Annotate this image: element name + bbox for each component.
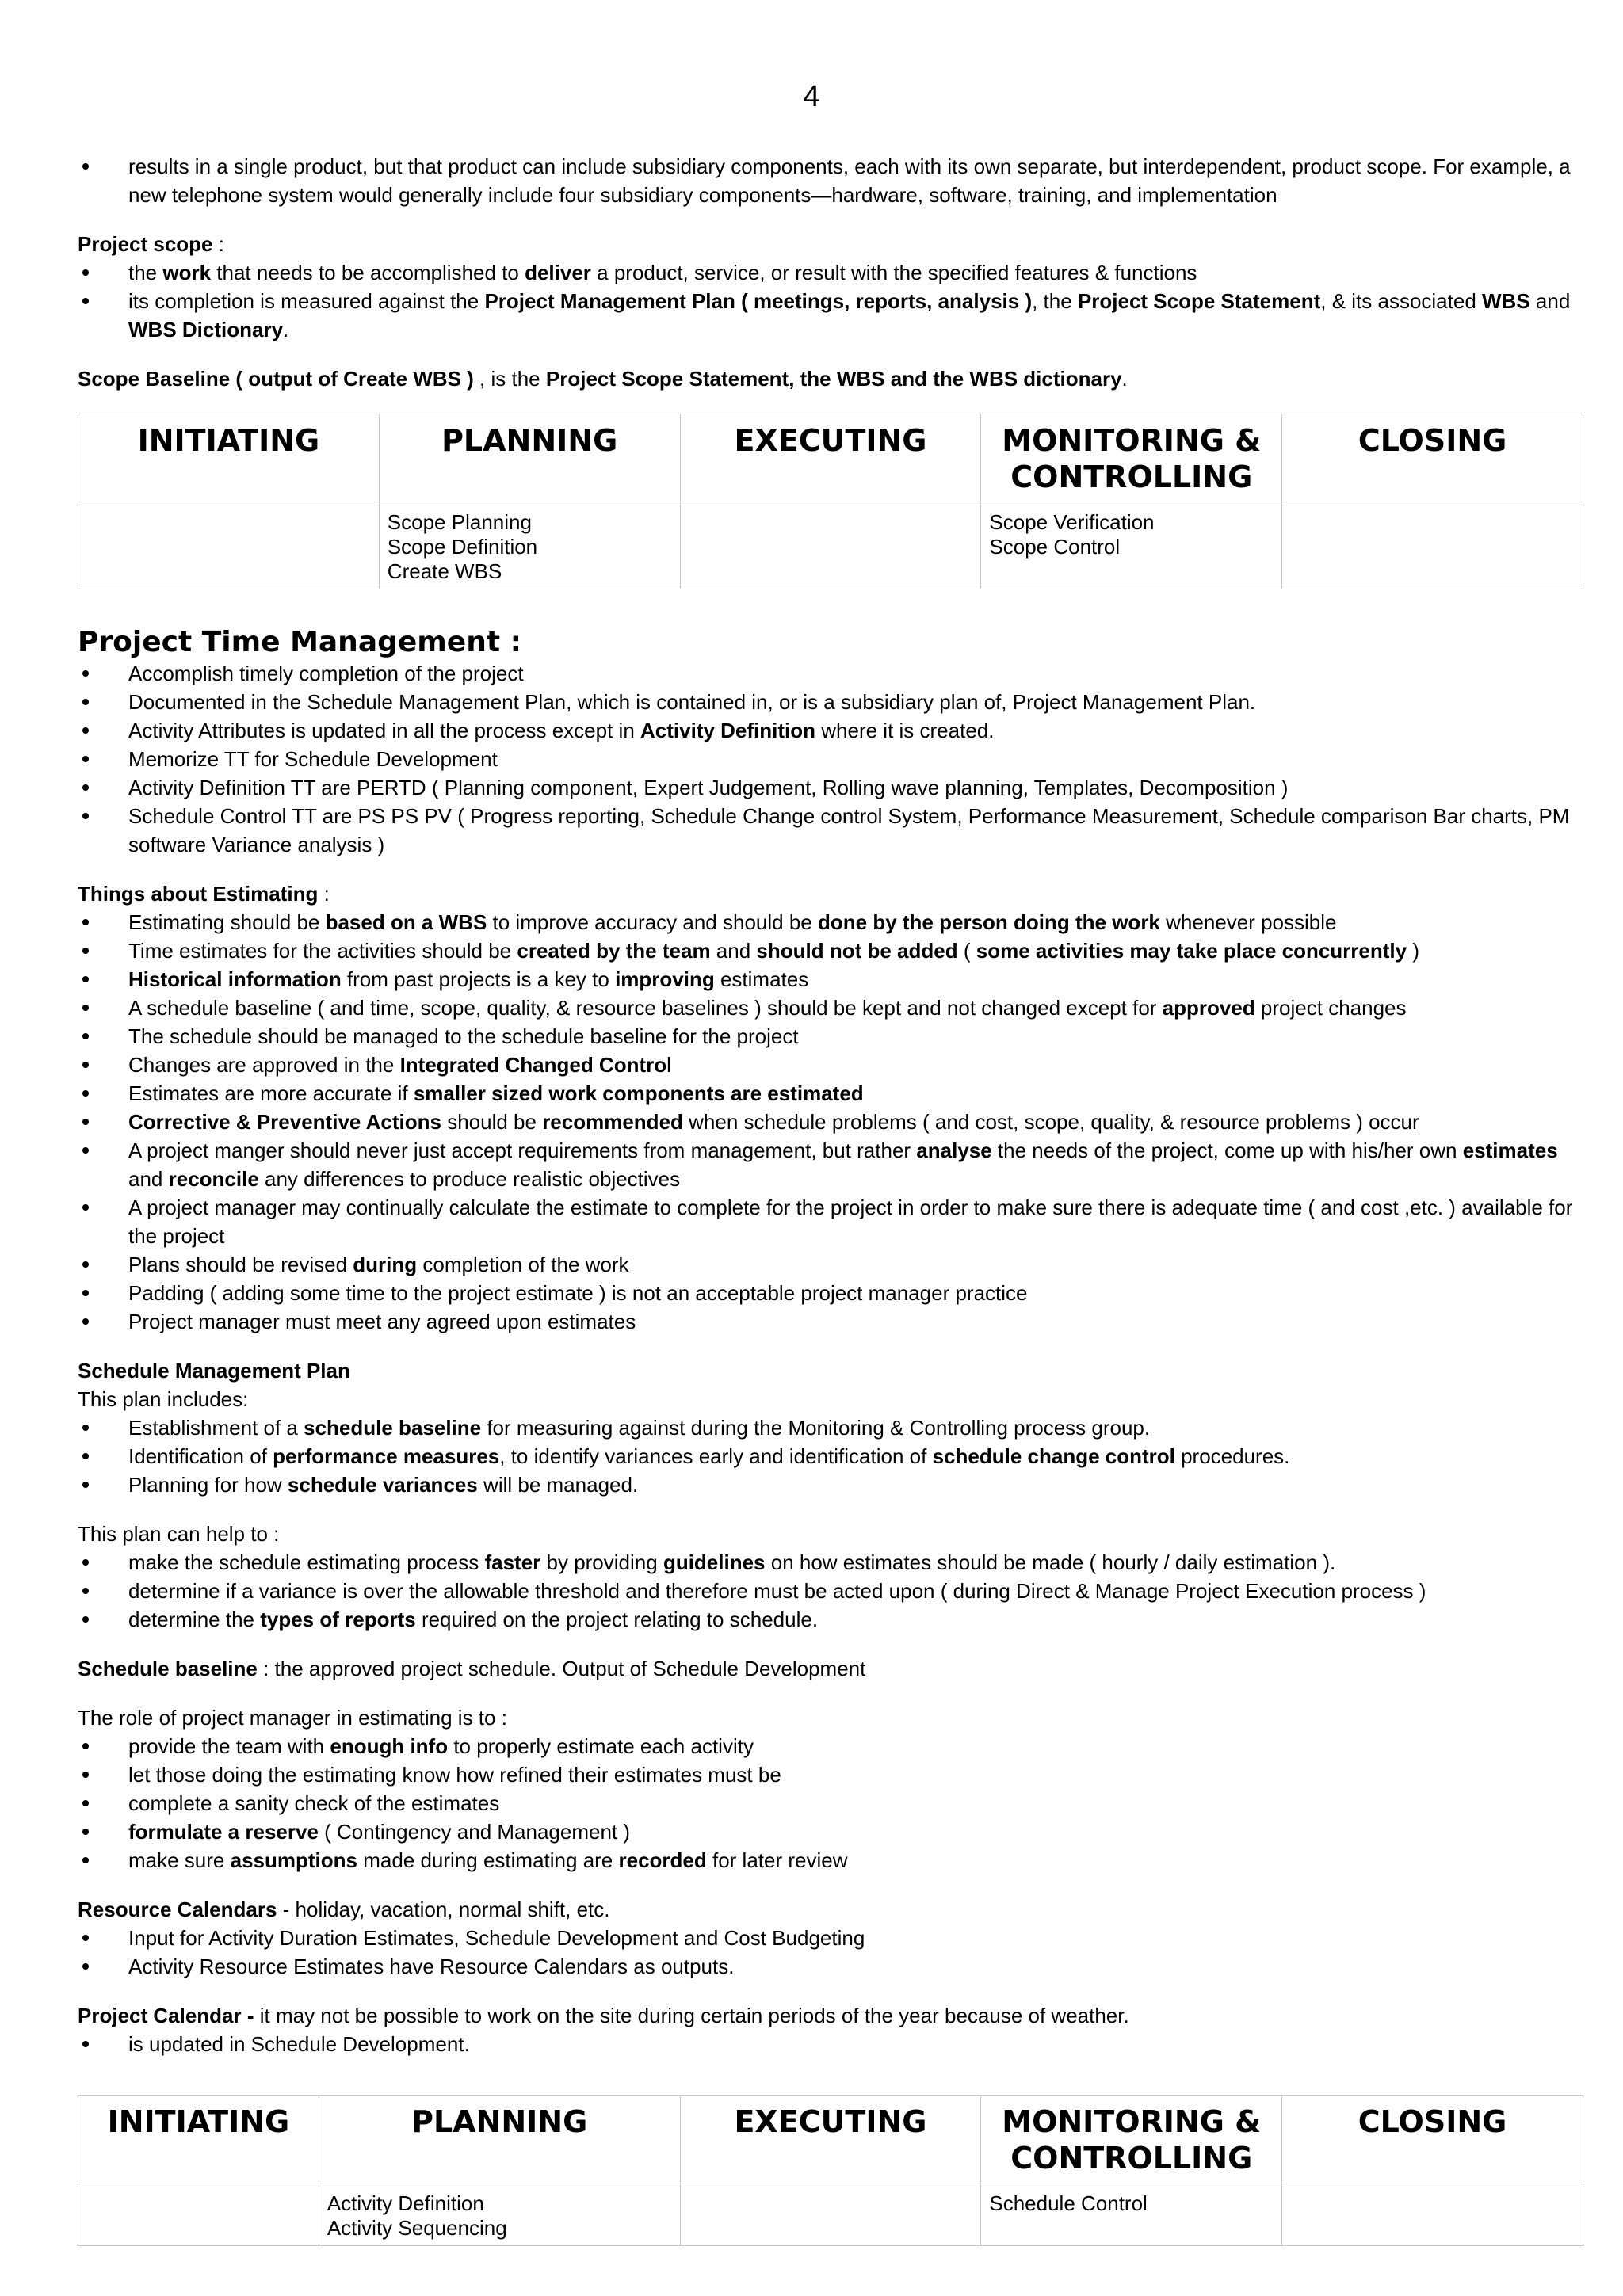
bullet-item: Corrective & Preventive Actions should be recommended when schedule problems ( and cost, scope, quality, & resource problems ) occur <box>78 1108 1583 1136</box>
bullet-item: Input for Activity Duration Estimates, Schedule Development and Cost Budgeting <box>78 1924 1583 1952</box>
process-row <box>78 2183 1583 2246</box>
bullet-item: the work that needs to be accomplished to deliver a product, service, or result with the specified features & functions <box>78 258 1583 287</box>
phase-header: INITIATING <box>78 2096 319 2183</box>
time-management-heading: Project Time Management : <box>78 626 521 658</box>
bullet-item: Documented in the Schedule Management Plan, which is contained in, or is a subsidiary plan of, Project Management Plan. <box>78 688 1583 716</box>
bullet-item: Activity Definition TT are PERTD ( Planning component, Expert Judgement, Rolling wave planning, Templates, Decomposition ) <box>78 773 1583 802</box>
phase-header: PLANNING <box>379 414 680 502</box>
bullet-item: A schedule baseline ( and time, scope, quality, & resource baselines ) should be kept and not changed except for approved project changes <box>78 994 1583 1022</box>
schedule-plan-intro: This plan includes: <box>78 1387 249 1411</box>
process-name: Scope Verification <box>989 510 1155 534</box>
bullet-item: Activity Resource Estimates have Resource Calendars as outputs. <box>78 1952 1583 1981</box>
process-cell <box>319 2183 680 2246</box>
resource-calendars-heading: Resource Calendars - holiday, vacation, normal shift, etc. <box>78 1897 610 1921</box>
process-name: Create WBS <box>387 559 502 583</box>
bullet-item: make sure assumptions made during estimating are recorded for later review <box>78 1846 1583 1875</box>
phase-header: INITIATING <box>78 414 380 502</box>
process-cell <box>78 502 380 589</box>
process-cell <box>680 502 981 589</box>
page-content <box>78 152 1583 2246</box>
project-calendar-heading: Project Calendar - it may not be possible to work on the site during certain periods of the year because of weather. <box>78 2004 1129 2027</box>
bullet-item: Estimates are more accurate if smaller sized work components are estimated <box>78 1079 1583 1108</box>
schedule-plan-heading: Schedule Management Plan <box>78 1359 350 1383</box>
process-cell <box>981 502 1282 589</box>
resource-calendars-bullet-list <box>78 1924 1583 1981</box>
estimating-bullet-list <box>78 908 1583 1336</box>
bullet-item: determine the types of reports required on the project relating to schedule. <box>78 1605 1583 1634</box>
bullet-item: Padding ( adding some time to the project estimate ) is not an acceptable project manager practice <box>78 1279 1583 1307</box>
process-cell <box>379 502 680 589</box>
project-calendar-bullet-list <box>78 2030 1583 2058</box>
bullet-item: A project manger should never just accept requirements from management, but rather analyse the needs of the project, come up with his/her own estimates and reconcile any differences to produce realistic objectives <box>78 1136 1583 1193</box>
process-name: Schedule Control <box>989 2191 1148 2215</box>
phase-header: MONITORING & CONTROLLING <box>981 414 1282 502</box>
phase-header: MONITORING & CONTROLLING <box>981 2096 1282 2183</box>
bullet-item: The schedule should be managed to the schedule baseline for the project <box>78 1022 1583 1051</box>
bullet-item: Memorize TT for Schedule Development <box>78 745 1583 773</box>
bullet-item: Estimating should be based on a WBS to improve accuracy and should be done by the person doing the work whenever possible <box>78 908 1583 936</box>
phase-header: PLANNING <box>319 2096 680 2183</box>
bullet-item: Changes are approved in the Integrated Changed Control <box>78 1051 1583 1079</box>
bullet-item: provide the team with enough info to properly estimate each activity <box>78 1732 1583 1760</box>
bullet-item: Project manager must meet any agreed upon estimates <box>78 1307 1583 1336</box>
phase-header: CLOSING <box>1282 414 1583 502</box>
process-cell <box>680 2183 981 2246</box>
schedule-baseline-line: Schedule baseline : the approved project schedule. Output of Schedule Development <box>78 1657 866 1680</box>
pm-role-intro: The role of project manager in estimating is to : <box>78 1706 507 1730</box>
bullet-item: complete a sanity check of the estimates <box>78 1789 1583 1817</box>
process-cell <box>981 2183 1282 2246</box>
bullet-item: Time estimates for the activities should be created by the team and should not be added ( some activities may take place concurrently ) <box>78 936 1583 965</box>
page-number: 4 <box>803 80 820 113</box>
bullet-item: A project manager may continually calculate the estimate to complete for the project in order to make sure there is adequate time ( and cost ,etc. ) available for the project <box>78 1193 1583 1250</box>
process-name: Scope Planning <box>387 510 532 534</box>
process-cell <box>1282 2183 1583 2246</box>
bullet-item: Activity Attributes is updated in all the process except in Activity Definition where it is created. <box>78 716 1583 745</box>
pm-role-bullet-list <box>78 1732 1583 1875</box>
schedule-plan-help-intro: This plan can help to : <box>78 1522 280 1546</box>
bullet-item: Identification of performance measures, to identify variances early and identification of schedule change control procedures. <box>78 1442 1583 1470</box>
time-management-bullet-list <box>78 659 1583 859</box>
process-name: Activity Sequencing <box>327 2216 507 2240</box>
process-name: Activity Definition <box>327 2191 484 2215</box>
bullet-item: Establishment of a schedule baseline for measuring against during the Monitoring & Controlling process group. <box>78 1413 1583 1442</box>
process-cell <box>1282 502 1583 589</box>
phase-header-row <box>78 2096 1583 2183</box>
bullet-item: results in a single product, but that product can include subsidiary components, each with its own separate, but interdependent, product scope. For example, a new telephone system would generally include four subsidiary components—hardware, software, training, and implementation <box>78 152 1583 209</box>
process-name: Scope Control <box>989 535 1121 559</box>
phase-header: CLOSING <box>1282 2096 1583 2183</box>
bullet-item: Plans should be revised during completion of the work <box>78 1250 1583 1279</box>
phase-header: EXECUTING <box>680 2096 981 2183</box>
process-name: Scope Definition <box>387 535 538 559</box>
bullet-item: let those doing the estimating know how refined their estimates must be <box>78 1760 1583 1789</box>
bullet-item: Schedule Control TT are PS PS PV ( Progress reporting, Schedule Change control System, Performance Measurement, Schedule comparison Bar charts, PM software Variance analysis ) <box>78 802 1583 859</box>
phase-header: EXECUTING <box>680 414 981 502</box>
estimating-heading: Things about Estimating : <box>78 882 330 906</box>
time-process-table <box>78 2095 1583 2246</box>
process-cell <box>78 2183 319 2246</box>
bullet-item: its completion is measured against the Project Management Plan ( meetings, reports, analysis ), the Project Scope Statement, & its associated WBS and WBS Dictionary. <box>78 287 1583 344</box>
bullet-item: formulate a reserve ( Contingency and Management ) <box>78 1817 1583 1846</box>
intro-bullet-list <box>78 152 1583 209</box>
scope-baseline-line: Scope Baseline ( output of Create WBS ) , is the Project Scope Statement, the WBS and the WBS dictionary. <box>78 367 1128 391</box>
project-scope-heading: Project scope : <box>78 232 224 256</box>
bullet-item: Accomplish timely completion of the project <box>78 659 1583 688</box>
bullet-item: Planning for how schedule variances will be managed. <box>78 1470 1583 1499</box>
schedule-plan-bullet-list <box>78 1413 1583 1499</box>
bullet-item: determine if a variance is over the allowable threshold and therefore must be acted upon ( during Direct & Manage Project Execution process ) <box>78 1577 1583 1605</box>
bullet-item: is updated in Schedule Development. <box>78 2030 1583 2058</box>
bullet-item: Historical information from past projects is a key to improving estimates <box>78 965 1583 994</box>
phase-header-row <box>78 414 1583 502</box>
schedule-plan-help-list <box>78 1548 1583 1634</box>
process-row <box>78 502 1583 589</box>
bullet-item: make the schedule estimating process faster by providing guidelines on how estimates should be made ( hourly / daily estimation ). <box>78 1548 1583 1577</box>
project-scope-bullet-list <box>78 258 1583 344</box>
scope-process-table <box>78 414 1583 589</box>
